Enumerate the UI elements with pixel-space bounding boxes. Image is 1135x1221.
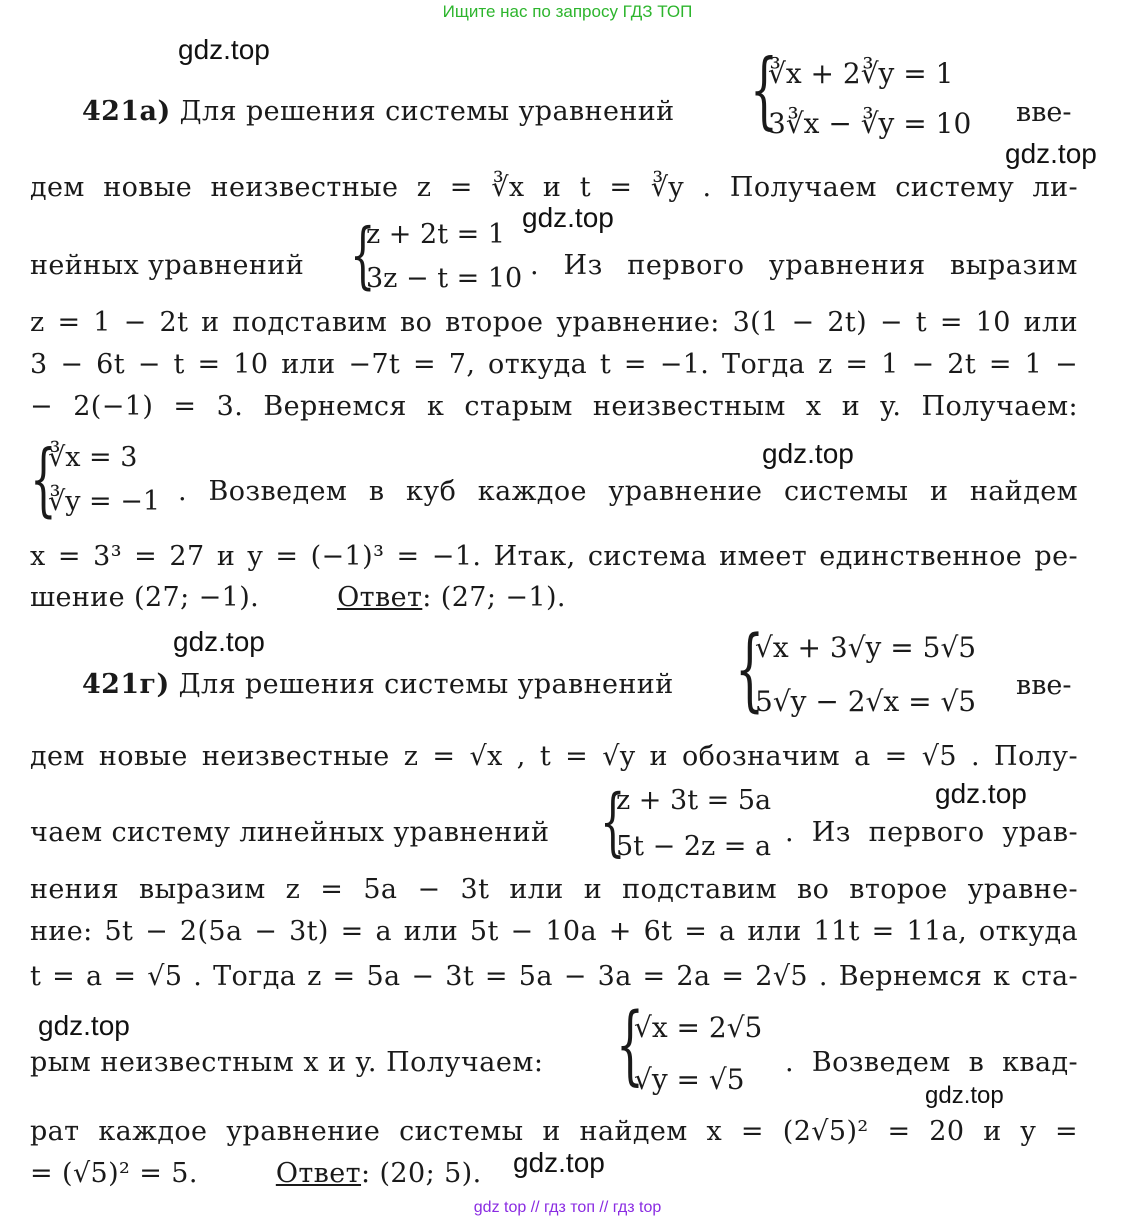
system-brace: { [350, 214, 376, 298]
equation: √x = 2√5 [634, 1011, 763, 1044]
text-line: 3 − 6t − t = 10 или −7t = 7, откуда t = −1. Тогда z = 1 − 2t = 1 − [30, 349, 1078, 380]
text-line: − 2(−1) = 3. Вернемся к старым неизвестным x и y. Получаем: [30, 391, 1078, 422]
equation-system [634, 1000, 762, 1108]
equation: ∛y = −1 [48, 486, 161, 517]
answer-line [30, 582, 566, 613]
problem-label: 421а) [82, 96, 171, 127]
footer-links[interactable]: gdz top // гдз топ // гдз top [473, 1199, 662, 1216]
equation: 3∛x − ∛y = 10 [768, 107, 972, 140]
problem-421a-header [82, 95, 675, 129]
answer-label: Ответ [337, 582, 423, 613]
text-segment: шение (27; −1). [30, 582, 260, 613]
top-banner[interactable]: Ищите нас по запросу ГДЗ ТОП [442, 2, 693, 21]
equation-system [755, 620, 976, 730]
problem-421g-header [82, 668, 674, 702]
text-line: . Из первого урав- [785, 817, 1078, 848]
equation-system [768, 46, 971, 152]
system-brace: { [600, 780, 626, 866]
text-line: рат каждое уравнение системы и найдем x = (2√5)² = 20 и y = [30, 1116, 1078, 1147]
equation: 5√y − 2√x = √5 [755, 685, 977, 718]
equation: z + 3t = 5a [616, 785, 772, 816]
text-line: рым неизвестным x и y. Получаем: [30, 1047, 544, 1078]
watermark: gdz.top [1005, 138, 1097, 169]
text-line: . Возведем в квад- [785, 1047, 1078, 1078]
watermark: gdz.top [762, 438, 854, 469]
equation-system [48, 432, 160, 528]
text-line: x = 3³ = 27 и y = (−1)³ = −1. Итак, система имеет единственное ре- [30, 541, 1078, 572]
text-line: дем новые неизвестные z = √x , t = √y и обозначим a = √5 . Полу- [30, 741, 1078, 772]
text-line: дем новые неизвестные z = ∛x и t = ∛y . Получаем систему ли- [30, 172, 1078, 203]
text-line: чаем систему линейных уравнений [30, 817, 550, 848]
answer-label: Ответ [275, 1158, 362, 1189]
hyphenation: вве- [1016, 97, 1072, 128]
watermark: gdz.top [925, 1082, 1004, 1109]
problem-intro: Для решения системы уравнений [179, 96, 675, 127]
watermark: gdz.top [935, 778, 1027, 809]
watermark: gdz.top [178, 34, 270, 65]
answer-line [30, 1158, 482, 1189]
equation-system [616, 776, 771, 872]
answer-value: : (20; 5). [361, 1158, 482, 1189]
system-brace: { [735, 616, 765, 722]
system-brace: { [30, 432, 57, 526]
watermark: gdz.top [522, 202, 614, 233]
equation-system [366, 210, 522, 304]
text-line: нения выразим z = 5a − 3t или и подставим во второе уравне- [30, 874, 1078, 905]
watermark: gdz.top [38, 1010, 130, 1041]
watermark: gdz.top [513, 1147, 605, 1178]
problem-label: 421г) [82, 669, 170, 700]
text-line: . Возведем в куб каждое уравнение системы и найдем [178, 476, 1078, 507]
text-line: ние: 5t − 2(5a − 3t) = a или 5t − 10a + 6t = a или 11t = 11a, откуда [30, 916, 1078, 947]
text-line: t = a = √5 . Тогда z = 5a − 3t = 5a − 3a = 2a = 2√5 . Вернемся к ста- [30, 961, 1078, 992]
system-brace: { [616, 996, 644, 1096]
text-segment: = (√5)² = 5. [30, 1158, 198, 1189]
system-brace: { [750, 42, 778, 140]
text-line: . Из первого уравнения выразим [530, 250, 1078, 281]
equation: 3z − t = 10 [366, 263, 523, 294]
equation: ∛x = 3 [48, 442, 138, 473]
watermark: gdz.top [173, 626, 265, 657]
equation: 5t − 2z = a [616, 831, 772, 862]
text-line: z = 1 − 2t и подставим во второе уравнение: 3(1 − 2t) − t = 10 или [30, 307, 1078, 338]
equation: √x + 3√y = 5√5 [755, 631, 977, 664]
equation: √y = √5 [634, 1063, 745, 1096]
problem-intro: Для решения системы уравнений [178, 669, 674, 700]
hyphenation: вве- [1016, 670, 1072, 701]
answer-value: : (27; −1). [422, 582, 566, 613]
text-line: нейных уравнений [30, 250, 305, 281]
equation: z + 2t = 1 [366, 219, 506, 250]
equation: ∛x + 2∛y = 1 [768, 57, 954, 90]
